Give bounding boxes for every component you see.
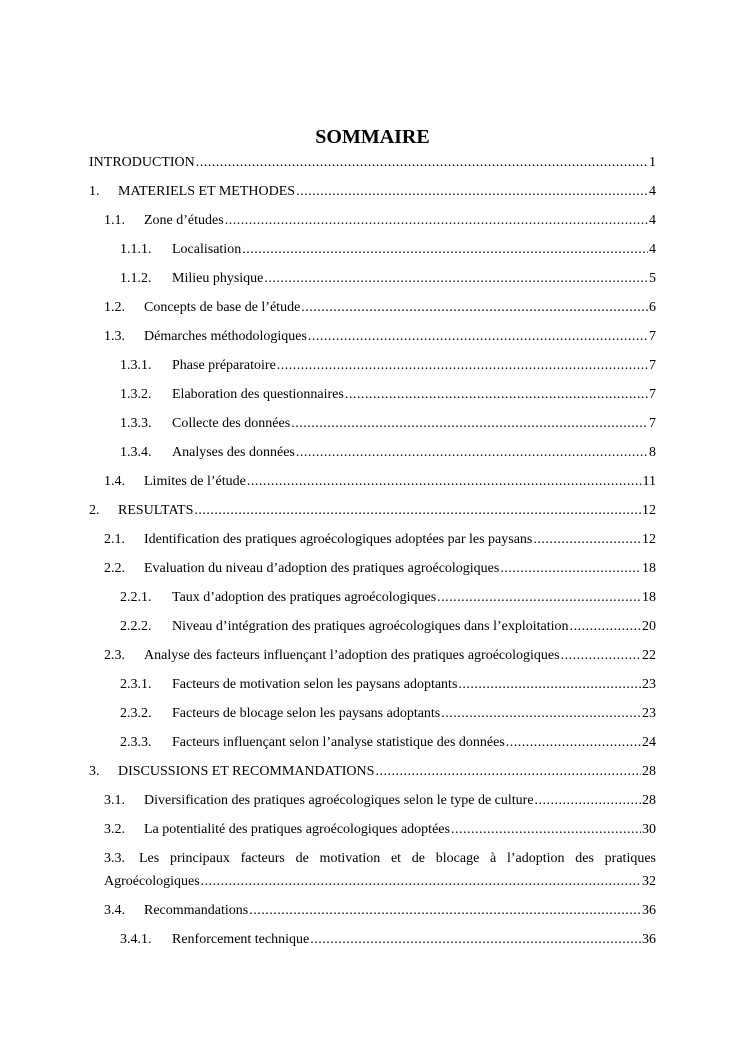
toc-entry-title: Les principaux facteurs de motivation et de blocage à l’adoption des pratiques bbox=[139, 851, 656, 866]
toc-entry[interactable] bbox=[89, 734, 656, 763]
toc-entry-number: 3. bbox=[89, 764, 100, 779]
toc-entry-page: 12 bbox=[642, 532, 656, 547]
dot-leader bbox=[264, 270, 648, 287]
toc-entry-page: 36 bbox=[642, 903, 656, 918]
toc-entry-title-continued: Agroécologiques bbox=[104, 874, 200, 889]
toc-entry[interactable] bbox=[89, 328, 656, 357]
toc-entry-number: 2.2. bbox=[104, 561, 125, 576]
toc-entry[interactable] bbox=[89, 473, 656, 502]
toc-entry[interactable] bbox=[89, 676, 656, 705]
toc-entry[interactable] bbox=[89, 241, 656, 270]
toc-entry-number: 1.2. bbox=[104, 300, 125, 315]
toc-entry-page: 4 bbox=[649, 242, 656, 257]
toc-entry-page: 18 bbox=[642, 561, 656, 576]
toc-entry[interactable] bbox=[89, 299, 656, 328]
dot-leader bbox=[277, 357, 648, 374]
dot-leader bbox=[196, 154, 648, 171]
toc-entry-title: Facteurs de motivation selon les paysans adoptants bbox=[172, 677, 458, 692]
toc-entry-title: Analyses des données bbox=[172, 445, 295, 460]
toc-entry-number: 3.2. bbox=[104, 822, 125, 837]
toc-entry-title: Renforcement technique bbox=[172, 932, 310, 947]
dot-leader bbox=[310, 931, 641, 948]
dot-leader bbox=[451, 821, 641, 838]
toc-entry-number: 2.2.1. bbox=[120, 590, 152, 605]
toc-entry[interactable] bbox=[89, 763, 656, 792]
toc-entry-title: MATERIELS ET METHODES bbox=[118, 184, 296, 199]
toc-entry-title: Milieu physique bbox=[172, 271, 264, 286]
dot-leader bbox=[249, 902, 641, 919]
toc-entry[interactable] bbox=[89, 270, 656, 299]
toc-entry[interactable] bbox=[89, 647, 656, 676]
toc-entry-number: 1.3.2. bbox=[120, 387, 152, 402]
toc-entry-number: 2. bbox=[89, 503, 100, 518]
dot-leader bbox=[291, 415, 648, 432]
toc-entry-title: Identification des pratiques agroécologiques adoptées par les paysans bbox=[144, 532, 533, 547]
toc-entry-page: 4 bbox=[649, 213, 656, 228]
toc-entry[interactable] bbox=[89, 357, 656, 386]
toc-entry-page: 7 bbox=[649, 416, 656, 431]
toc-entry-page: 20 bbox=[642, 619, 656, 634]
toc-entry-title: Evaluation du niveau d’adoption des pratiques agroécologiques bbox=[144, 561, 500, 576]
toc-entry-page: 12 bbox=[642, 503, 656, 518]
toc-entry-second-line bbox=[104, 873, 656, 890]
dot-leader bbox=[308, 328, 648, 345]
toc-entry-number: 3.1. bbox=[104, 793, 125, 808]
dot-leader bbox=[441, 705, 641, 722]
dot-leader bbox=[437, 589, 641, 606]
dot-leader bbox=[201, 873, 641, 890]
toc-entry-page: 11 bbox=[642, 474, 656, 489]
toc-entry-title: Diversification des pratiques agroécologiques selon le type de culture bbox=[144, 793, 534, 808]
toc-entry-page: 18 bbox=[642, 590, 656, 605]
toc-entry-title: Facteurs influençant selon l’analyse statistique des données bbox=[172, 735, 505, 750]
toc-entry-page: 30 bbox=[642, 822, 656, 837]
toc-entry-title: Limites de l’étude bbox=[144, 474, 246, 489]
dot-leader bbox=[500, 560, 641, 577]
toc-entry-page: 23 bbox=[642, 706, 656, 721]
toc-entry-title: Elaboration des questionnaires bbox=[172, 387, 344, 402]
toc-entry-number: 1.3.3. bbox=[120, 416, 152, 431]
dot-leader bbox=[561, 647, 641, 664]
dot-leader bbox=[375, 763, 641, 780]
toc-entry-title: La potentialité des pratiques agroécologiques adoptées bbox=[144, 822, 450, 837]
toc-entry-title: Concepts de base de l’étude bbox=[144, 300, 301, 315]
toc-entry-number: 1.1. bbox=[104, 213, 125, 228]
toc-entry-page: 6 bbox=[649, 300, 656, 315]
toc-entry-number: 1.4. bbox=[104, 474, 125, 489]
toc-entry-title: Phase préparatoire bbox=[172, 358, 276, 373]
toc-entry-title: DISCUSSIONS ET RECOMMANDATIONS bbox=[118, 764, 375, 779]
toc-entry-number: 3.4. bbox=[104, 903, 125, 918]
toc-entry-number: 3.4.1. bbox=[120, 932, 152, 947]
toc-entry-number: 2.3. bbox=[104, 648, 125, 663]
toc-entry[interactable] bbox=[89, 560, 656, 589]
toc-entry-page: 1 bbox=[649, 155, 656, 170]
toc-entry-number: 2.2.2. bbox=[120, 619, 152, 634]
toc-entry-page: 28 bbox=[642, 764, 656, 779]
toc-entry-page: 22 bbox=[642, 648, 656, 663]
dot-leader bbox=[506, 734, 641, 751]
dot-leader bbox=[296, 183, 648, 200]
toc-entry[interactable] bbox=[89, 589, 656, 618]
dot-leader bbox=[296, 444, 648, 461]
toc-entry-title: Analyse des facteurs influençant l’adoption des pratiques agroécologiques bbox=[144, 648, 560, 663]
toc-entry[interactable] bbox=[89, 931, 656, 960]
toc-entry[interactable] bbox=[89, 821, 656, 850]
toc-entry-page: 7 bbox=[649, 358, 656, 373]
toc-entry-number: 2.1. bbox=[104, 532, 125, 547]
dot-leader bbox=[225, 212, 648, 229]
toc-entry[interactable] bbox=[89, 792, 656, 821]
dot-leader bbox=[247, 473, 642, 490]
toc-entry[interactable] bbox=[89, 902, 656, 931]
toc-entry[interactable] bbox=[89, 415, 656, 444]
toc-entry-number: 1.1.1. bbox=[120, 242, 152, 257]
toc-entry[interactable] bbox=[89, 386, 656, 415]
dot-leader bbox=[242, 241, 648, 258]
toc-entry-page: 7 bbox=[649, 387, 656, 402]
toc-entry-title: Zone d’études bbox=[144, 213, 224, 228]
toc-entry-introduction[interactable] bbox=[89, 154, 656, 183]
toc-entry[interactable] bbox=[89, 705, 656, 734]
toc-entry-page: 7 bbox=[649, 329, 656, 344]
toc-entry-number: 1.1.2. bbox=[120, 271, 152, 286]
dot-leader bbox=[570, 618, 641, 635]
toc-entry[interactable] bbox=[89, 850, 656, 902]
toc-entry-first-line bbox=[104, 850, 656, 867]
toc-entry-page: 5 bbox=[649, 271, 656, 286]
toc-entry-page: 23 bbox=[642, 677, 656, 692]
toc-entry-page: 24 bbox=[642, 735, 656, 750]
toc-entry-title: RESULTATS bbox=[118, 503, 194, 518]
toc-entry-title: Facteurs de blocage selon les paysans adoptants bbox=[172, 706, 441, 721]
toc-entry-number: 3.3. bbox=[104, 851, 125, 866]
dot-leader bbox=[535, 792, 641, 809]
dot-leader bbox=[345, 386, 648, 403]
toc-entry-number: 2.3.2. bbox=[120, 706, 152, 721]
toc-entry[interactable] bbox=[89, 444, 656, 473]
toc-entry-title: Recommandations bbox=[144, 903, 249, 918]
toc-entry-page: 4 bbox=[649, 184, 656, 199]
toc-entry-title: Localisation bbox=[172, 242, 242, 257]
toc-entry-title: Démarches méthodologiques bbox=[144, 329, 307, 344]
toc-entry-number: 2.3.3. bbox=[120, 735, 152, 750]
toc-entry-title: Taux d’adoption des pratiques agroécologiques bbox=[172, 590, 437, 605]
toc-entry-page: 32 bbox=[642, 874, 656, 889]
dot-leader bbox=[458, 676, 641, 693]
toc-entry-number: 2.3.1. bbox=[120, 677, 152, 692]
toc-entry[interactable] bbox=[89, 212, 656, 241]
dot-leader bbox=[301, 299, 648, 316]
toc-entry-page: 8 bbox=[649, 445, 656, 460]
toc-entry-title: Niveau d’intégration des pratiques agroécologiques dans l’exploitation bbox=[172, 619, 569, 634]
toc-entry-page: 28 bbox=[642, 793, 656, 808]
table-of-contents bbox=[89, 154, 656, 960]
toc-entry-page: 36 bbox=[642, 932, 656, 947]
toc-entry[interactable] bbox=[89, 502, 656, 531]
toc-entry[interactable] bbox=[89, 618, 656, 647]
toc-entry-number: 1.3.4. bbox=[120, 445, 152, 460]
toc-entry-number: 1.3. bbox=[104, 329, 125, 344]
toc-entry-title: INTRODUCTION bbox=[89, 155, 195, 170]
toc-entry[interactable] bbox=[89, 531, 656, 560]
page-title: SOMMAIRE bbox=[315, 126, 430, 148]
dot-leader bbox=[194, 502, 641, 519]
toc-entry-number: 1. bbox=[89, 184, 100, 199]
toc-entry[interactable] bbox=[89, 183, 656, 212]
toc-entry-title: Collecte des données bbox=[172, 416, 291, 431]
dot-leader bbox=[533, 531, 641, 548]
toc-entry-number: 1.3.1. bbox=[120, 358, 152, 373]
